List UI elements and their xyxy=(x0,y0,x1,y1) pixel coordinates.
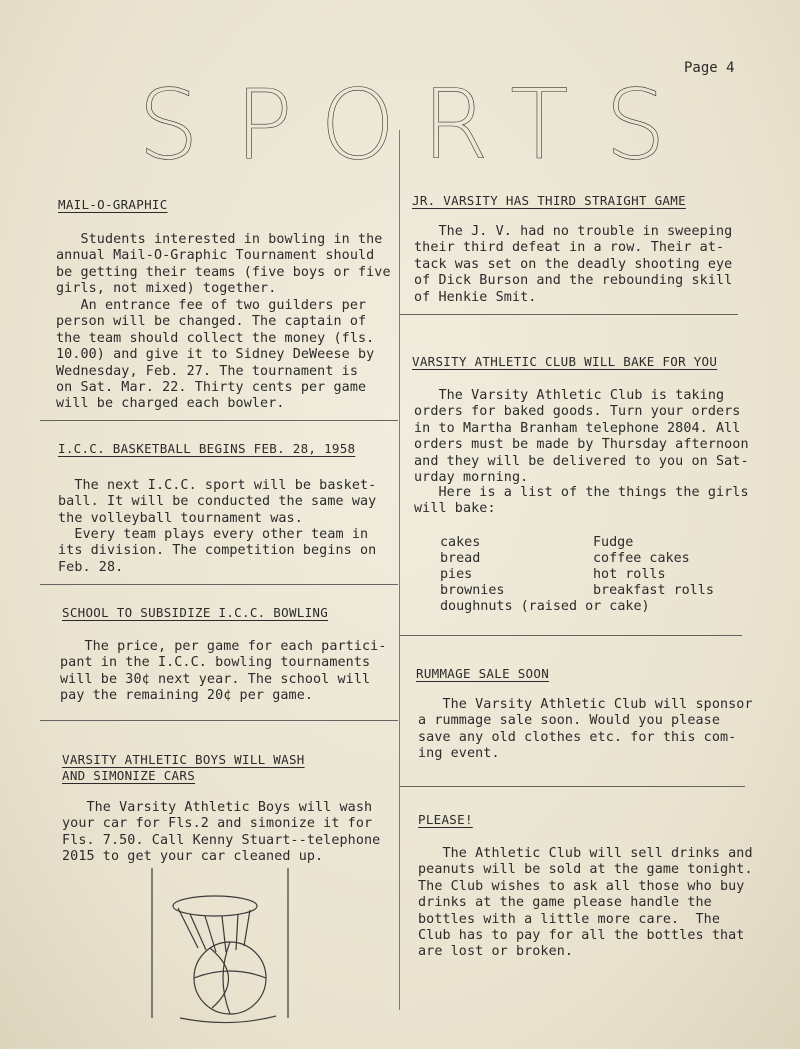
list-item: doughnuts (raised or cake) xyxy=(440,599,650,614)
mail-o-graphic-heading: MAIL-O-GRAPHIC xyxy=(58,197,168,212)
list-item: bread xyxy=(440,551,481,566)
basketball-hoop-illustration xyxy=(150,868,290,1028)
banner-letter-t: T xyxy=(510,78,569,174)
banner-letter-o: O xyxy=(320,78,396,174)
divider-line xyxy=(40,420,398,421)
icc-basketball-paragraph-1: The next I.C.C. sport will be basket- ball. It will be conducted the same way the volleyball tournament was. xyxy=(58,478,377,526)
mail-o-graphic-paragraph-1: Students interested in bowling in the annual Mail-O-Graphic Tournament should be getting their teams (five boys or five girls, not mixed) together. xyxy=(56,232,391,297)
varsity-wash-paragraph: The Varsity Athletic Boys will wash your car for Fls.2 and simonize it for Fls. 7.50. Call Kenny Stuart--telephone 2015 to get your car cleaned up. xyxy=(62,800,381,865)
school-subsidize-heading: SCHOOL TO SUBSIDIZE I.C.C. BOWLING xyxy=(62,605,329,620)
divider-line xyxy=(400,786,745,787)
bake-paragraph-1: The Varsity Athletic Club is taking orders for baked goods. Turn your orders in to Martha Branham telephone 2804. All orders must be made by Thursday afternoon and they will be delivered to you on Sat- urday morning. xyxy=(414,388,749,486)
banner-letter-p: P xyxy=(235,78,293,174)
mail-o-graphic-paragraph-2: An entrance fee of two guilders per person will be changed. The captain of the team should collect the money (fls. 10.00) and give it to Sidney DeWeese by Wednesday, Feb. 27. The tournament is on Sat. Mar. 22. Thirty cents per game will be charged each bowler. xyxy=(56,298,375,412)
list-item: cakes xyxy=(440,535,481,550)
column-divider xyxy=(399,130,400,1010)
list-item: brownies xyxy=(440,583,505,598)
banner-letter-r: R xyxy=(422,78,489,174)
divider-line xyxy=(400,635,742,636)
list-item: pies xyxy=(440,567,473,582)
list-item: coffee cakes xyxy=(593,551,690,566)
bake-goods-list xyxy=(440,535,740,625)
banner-letter-s1: S xyxy=(138,78,199,174)
list-item: hot rolls xyxy=(593,567,666,582)
varsity-wash-heading-line-2: AND SIMONIZE CARS xyxy=(62,768,196,783)
please-paragraph: The Athletic Club will sell drinks and peanuts will be sold at the game tonight. The Club wishes to ask all those who buy drinks at the game please handle the bottles with a little more care. The Club has to pay for all the bottles that are lost or broken. xyxy=(418,846,753,960)
list-item: Fudge xyxy=(593,535,634,550)
jv-paragraph: The J. V. had no trouble in sweeping their third defeat in a row. Their at- tack was set on the deadly shooting eye of Dick Burson and the rebounding skill of Henkie Smit. xyxy=(414,224,733,305)
icc-basketball-heading: I.C.C. BASKETBALL BEGINS FEB. 28, 1958 xyxy=(58,441,356,456)
page-number: Page 4 xyxy=(684,60,735,76)
sports-banner xyxy=(130,78,670,174)
jv-heading: JR. VARSITY HAS THIRD STRAIGHT GAME xyxy=(412,193,686,208)
bake-heading: VARSITY ATHLETIC CLUB WILL BAKE FOR YOU xyxy=(412,354,718,369)
please-heading: PLEASE! xyxy=(418,812,473,827)
rummage-heading: RUMMAGE SALE SOON xyxy=(416,666,550,681)
divider-line xyxy=(400,314,738,315)
varsity-wash-heading-line-1: VARSITY ATHLETIC BOYS WILL WASH xyxy=(62,752,305,767)
divider-line xyxy=(40,720,398,721)
divider-line xyxy=(40,584,398,585)
banner-letter-s2: S xyxy=(605,78,666,174)
school-subsidize-paragraph: The price, per game for each partici- pant in the I.C.C. bowling tournaments will be 30¢ next year. The school will pay the remaining 20¢ per game. xyxy=(60,639,387,704)
bake-paragraph-2: Here is a list of the things the girls will bake: xyxy=(414,485,749,517)
icc-basketball-paragraph-2: Every team plays every other team in its division. The competition begins on Feb. 28. xyxy=(58,527,377,575)
rummage-paragraph: The Varsity Athletic Club will sponsor a rummage sale soon. Would you please save any old clothes etc. for this com- ing event. xyxy=(418,697,753,762)
list-item: breakfast rolls xyxy=(593,583,714,598)
